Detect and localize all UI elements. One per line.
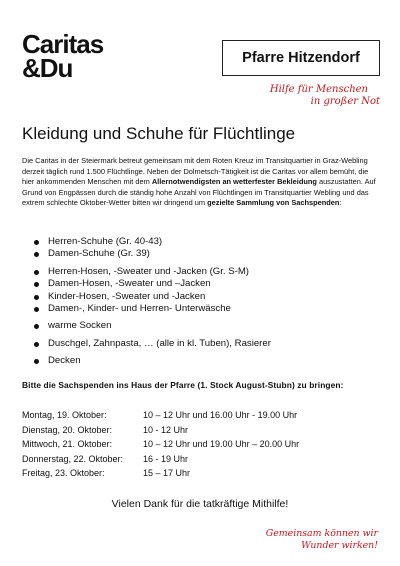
schedule-row	[22, 408, 382, 423]
bullet-icon	[34, 270, 39, 275]
intro-text-1: Die Caritas in der Steiermark betreut gemeinsam mit dem Roten Kreuz im Transitquartier in Graz-Webling derzeit täglich rund 1.500 Flüchtlinge. Neben der Dolmetsch-Tätigkeit ist die Caritas vor allem bemüht, die hier ankommenden Menschen mit dem	[22, 156, 369, 187]
list-item	[34, 355, 271, 367]
intro-text-2: auszustatten. Auf Grund von Engpässen durch die ständig hohe Anzahl von Flüchtlingen im Transitquartier Webling und das extrem schlechte Oktober-Wetter bitten wir dringend um	[22, 177, 376, 208]
bullet-icon	[34, 282, 39, 287]
schedule-row	[22, 423, 382, 438]
donation-items-list	[34, 236, 271, 368]
slogan-line-2: in großer Not	[310, 96, 380, 107]
drop-off-schedule	[22, 408, 382, 481]
page-title: Kleidung und Schuhe für Flüchtlinge	[22, 124, 296, 143]
list-item	[34, 278, 271, 290]
slogan	[270, 84, 380, 108]
parish-name-box	[222, 40, 380, 76]
bullet-icon	[34, 307, 39, 312]
list-item-label: Kinder-Hosen, -Sweater und -Jacken	[48, 290, 206, 302]
schedule-day: Donnerstag, 22. Oktober:	[22, 453, 124, 464]
list-item	[34, 338, 271, 350]
slogan-line-1: Hilfe für Menschen	[269, 84, 368, 95]
list-item-label: Duschgel, Zahnpasta, … (alle in kl. Tuben), Rasierer	[48, 337, 271, 349]
bullet-icon	[34, 324, 39, 329]
thank-you-message: Vielen Dank für die tatkräftige Mithilfe!	[111, 498, 289, 510]
intro-bold-2: gezielte Sammlung von Sachspenden	[207, 198, 340, 208]
schedule-time: 10 – 12 Uhr und 16.00 Uhr - 19.00 Uhr	[143, 410, 298, 420]
intro-text-3: :	[339, 198, 342, 208]
schedule-day: Mittwoch, 21. Oktober:	[22, 439, 113, 450]
intro-bold-1: Allernotwendigsten an wetterfester Bekleidung	[151, 177, 317, 187]
list-item	[34, 291, 271, 303]
schedule-day: Dienstag, 20. Oktober:	[22, 424, 113, 435]
list-item-label: Damen-Hosen, -Sweater und –Jacken	[48, 278, 211, 290]
list-item-label: Damen-, Kinder- und Herren- Unterwäsche	[48, 302, 231, 314]
bullet-icon	[34, 295, 39, 300]
bullet-icon	[34, 252, 39, 257]
schedule-day: Montag, 19. Oktober:	[22, 410, 107, 420]
list-item	[34, 320, 271, 332]
footer-line-2: Wunder wirken!	[301, 540, 378, 551]
list-item-label: Damen-Schuhe (Gr. 39)	[48, 248, 150, 260]
list-item	[34, 248, 271, 260]
logo-line-1: Caritas	[22, 29, 104, 59]
drop-off-notice: Bitte die Sachspenden ins Haus der Pfarre (1. Stock August-Stubn) zu bringen:	[22, 380, 344, 390]
schedule-row	[22, 437, 382, 452]
caritas-logo	[22, 29, 104, 83]
bullet-icon	[34, 359, 39, 364]
list-item	[34, 303, 271, 315]
logo-line-2: &Du	[22, 53, 73, 83]
schedule-time: 16 - 19 Uhr	[143, 453, 189, 464]
list-item-label: Herren-Hosen, -Sweater und -Jacken (Gr. S-M)	[48, 265, 249, 277]
bullet-icon	[34, 240, 39, 245]
schedule-row	[22, 466, 382, 481]
footer-line-1: Gemeinsam können wir	[265, 528, 378, 539]
schedule-time: 10 - 12 Uhr	[143, 424, 189, 435]
intro-paragraph	[22, 156, 380, 209]
schedule-row	[22, 452, 382, 467]
list-item-label: Decken	[48, 355, 81, 367]
list-item-label: warme Socken	[48, 320, 112, 332]
schedule-day: Freitag, 23. Oktober:	[22, 468, 105, 479]
schedule-time: 15 – 17 Uhr	[143, 468, 191, 479]
bullet-icon	[34, 342, 39, 347]
list-item-label: Herren-Schuhe (Gr. 40-43)	[48, 236, 163, 247]
footer-slogan	[266, 528, 378, 552]
list-item	[34, 266, 271, 278]
parish-name: Pfarre Hitzendorf	[242, 50, 360, 66]
list-item	[34, 236, 271, 248]
schedule-time: 10 – 12 Uhr und 19.00 Uhr – 20.00 Uhr	[143, 439, 300, 450]
